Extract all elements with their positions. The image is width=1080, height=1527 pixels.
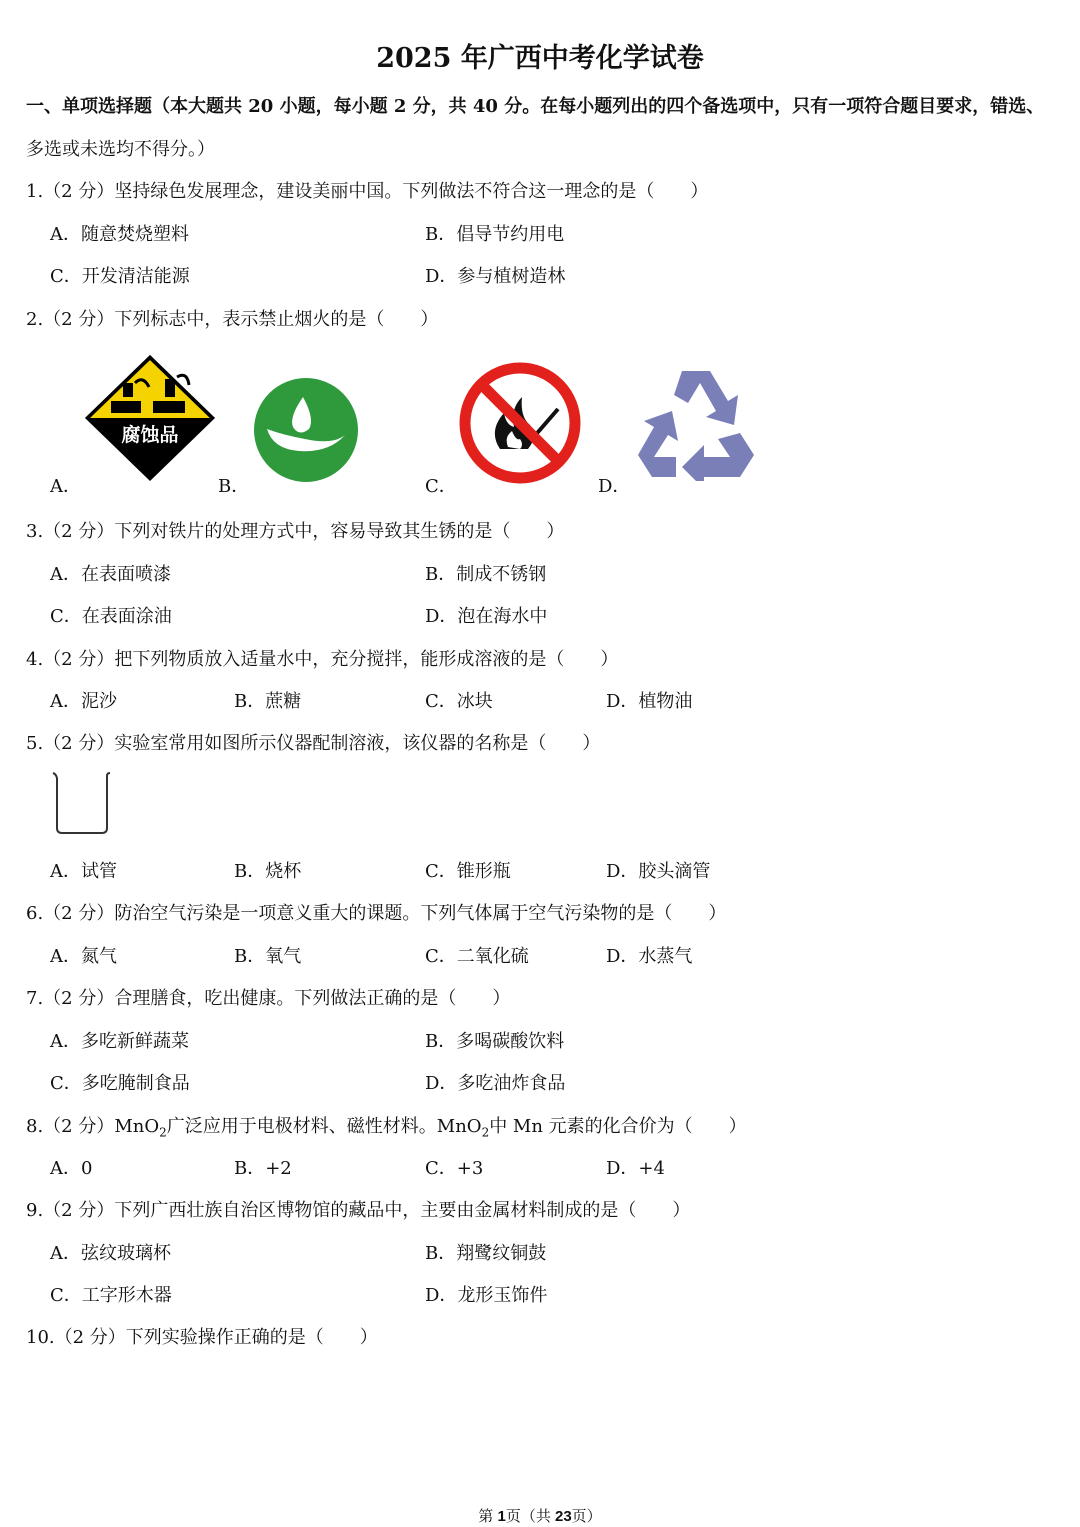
q5-option-d[interactable]: D．胶头滴管 [606,861,711,882]
q5-option-c[interactable]: C．锥形瓶 [425,861,511,882]
page-footer [0,1505,1080,1526]
q2-option-b[interactable]: B． [218,476,250,497]
recycle-sign-icon [632,367,760,481]
q4-option-a[interactable]: A．泥沙 [50,691,117,712]
q7-option-c[interactable]: C．多吃腌制食品 [50,1073,190,1094]
q6-option-b[interactable]: B．氧气 [234,946,302,967]
q8-option-d[interactable]: D．+4 [606,1158,665,1179]
q3-option-c[interactable]: C．在表面涂油 [50,606,172,627]
q8-subscript-2: 2 [481,1125,490,1140]
water-saving-sign-icon [253,377,359,483]
q1-option-a[interactable]: A．随意焚烧塑料 [50,224,189,245]
q7-option-b[interactable]: B．多喝碳酸饮料 [425,1031,565,1052]
corrosive-sign-icon [83,353,217,483]
q7-option-a[interactable]: A．多吃新鲜蔬菜 [50,1031,189,1052]
footer-suffix: 页） [571,1508,602,1525]
question-3-stem: 3.（2 分）下列对铁片的处理方式中，容易导致其生锈的是（ ） [26,521,565,542]
q6-option-d[interactable]: D．水蒸气 [606,946,693,967]
q4-option-d[interactable]: D．植物油 [606,691,693,712]
q2-option-d[interactable]: D． [598,476,631,497]
q8-stem-part1: 8.（2 分）MnO [26,1116,160,1137]
q8-option-b[interactable]: B．+2 [234,1158,292,1179]
q4-option-b[interactable]: B．蔗糖 [234,691,302,712]
q8-option-c[interactable]: C．+3 [425,1158,484,1179]
q4-option-c[interactable]: C．冰块 [425,691,493,712]
q9-option-b[interactable]: B．翔鹭纹铜鼓 [425,1243,547,1264]
question-7-stem: 7.（2 分）合理膳食，吃出健康。下列做法正确的是（ ） [26,988,511,1009]
beaker-icon [50,770,112,836]
q9-option-a[interactable]: A．弦纹玻璃杯 [50,1243,171,1264]
footer-page-number: 1 [497,1508,506,1525]
q1-option-b[interactable]: B．倡导节约用电 [425,224,565,245]
footer-total-pages: 23 [554,1508,572,1525]
question-4-stem: 4.（2 分）把下列物质放入适量水中，充分搅拌，能形成溶液的是（ ） [26,649,619,670]
q3-option-a[interactable]: A．在表面喷漆 [50,564,171,585]
question-1-stem: 1.（2 分）坚持绿色发展理念，建设美丽中国。下列做法不符合这一理念的是（ ） [26,181,709,202]
q9-option-d[interactable]: D．龙形玉饰件 [425,1285,548,1306]
question-9-stem: 9.（2 分）下列广西壮族自治区博物馆的藏品中，主要由金属材料制成的是（ ） [26,1200,691,1221]
q9-option-c[interactable]: C．工字形木器 [50,1285,172,1306]
q5-option-b[interactable]: B．烧杯 [234,861,302,882]
question-2-stem: 2.（2 分）下列标志中，表示禁止烟火的是（ ） [26,309,439,330]
q7-option-d[interactable]: D．多吃油炸食品 [425,1073,566,1094]
corrosive-sign-text: 腐蚀品 [121,424,179,446]
page-title: 2025 年广西中考化学试卷 [376,43,704,74]
section-heading-line1: 一、单项选择题（本大题共 20 小题，每小题 2 分，共 40 分。在每小题列出的四个备选项中，只有一项符合题目要求，错选、 [26,96,1045,117]
question-8-stem [26,1112,747,1140]
q8-option-a[interactable]: A．0 [50,1158,93,1179]
question-6-stem: 6.（2 分）防治空气污染是一项意义重大的课题。下列气体属于空气污染物的是（ ） [26,903,727,924]
q6-option-c[interactable]: C．二氧化硫 [425,946,529,967]
q5-option-a[interactable]: A．试管 [50,861,117,882]
section-heading-line2: 多选或未选均不得分。） [26,139,215,160]
q8-stem-part2: 广泛应用于电极材料、磁性材料。MnO [166,1116,482,1137]
question-10-stem: 10.（2 分）下列实验操作正确的是（ ） [26,1327,378,1348]
q2-option-c[interactable]: C． [425,476,457,497]
footer-prefix: 第 [478,1508,498,1525]
q3-option-d[interactable]: D．泡在海水中 [425,606,548,627]
no-fire-sign-icon [458,361,582,485]
q3-option-b[interactable]: B．制成不锈钢 [425,564,547,585]
q2-option-a[interactable]: A． [50,476,81,497]
q8-stem-part3: 中 Mn 元素的化合价为（ ） [489,1116,747,1137]
q8-subscript-1: 2 [159,1125,167,1140]
q1-option-d[interactable]: D．参与植树造林 [425,266,566,287]
footer-middle: 页（共 [505,1508,555,1525]
q1-option-c[interactable]: C．开发清洁能源 [50,266,190,287]
q6-option-a[interactable]: A．氮气 [50,946,117,967]
question-5-stem: 5.（2 分）实验室常用如图所示仪器配制溶液，该仪器的名称是（ ） [26,733,601,754]
